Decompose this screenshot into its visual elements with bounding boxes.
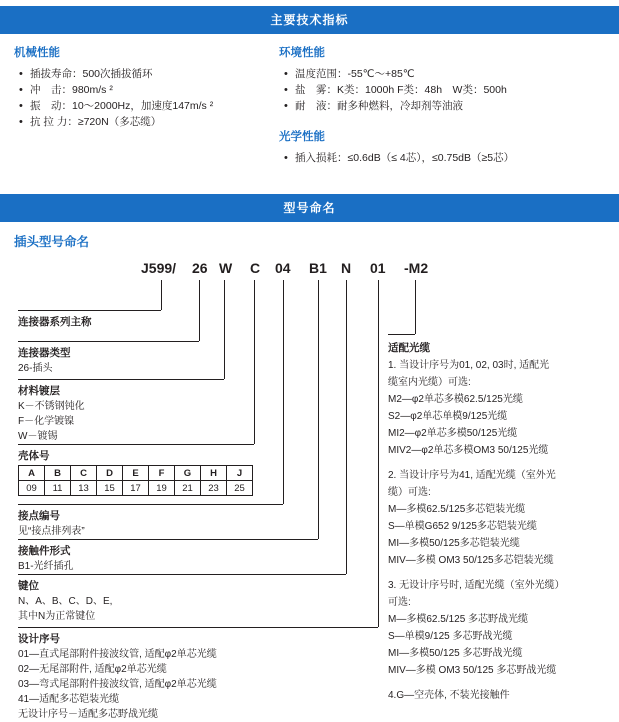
cable-line: MIV—多模 OM3 50/125 多芯野战光缆 — [388, 665, 557, 676]
code-segment-plating: W — [219, 260, 233, 276]
sub-contact-form-0: B1-光纤插孔 — [18, 561, 74, 572]
sub-design-number-1: 02—无尾部附件, 适配φ2单芯光缆 — [18, 664, 167, 675]
sub-design-number-2: 03—弯式尾部附件接波纹管, 适配φ2单芯光缆 — [18, 679, 217, 690]
table-cell: 09 — [19, 481, 45, 496]
table-cell: 13 — [71, 481, 97, 496]
code-segment-contact-form: B1 — [309, 260, 327, 276]
cable-line: MI—多模50/125 多芯野战光缆 — [388, 648, 523, 659]
cable-line: 3. 无设计序号时, 适配光缆（室外光缆） — [388, 580, 565, 591]
table-cell: E — [123, 466, 149, 481]
list-item: • 温度范围：-55℃～+85℃ — [283, 66, 605, 82]
sub-design-number-3: 41—适配多芯铠装光缆 — [18, 694, 120, 705]
shell-number-table — [18, 465, 253, 496]
sub-plating-1: F－化学镀镍 — [18, 416, 75, 427]
section-header-naming: 型号命名 — [0, 194, 619, 222]
leader-line — [18, 627, 378, 628]
leader-line — [18, 539, 318, 540]
cable-line: 缆室内光缆）可选: — [388, 377, 471, 388]
optical-title: 光学性能 — [279, 131, 325, 143]
code-segment-contact-number: 04 — [275, 260, 291, 276]
leader-line — [18, 504, 283, 505]
spacer — [388, 570, 616, 578]
table-cell: G — [175, 466, 201, 481]
label-plating: 材料镀层 — [18, 385, 60, 397]
environmental-list — [283, 66, 605, 114]
list-item: • 插拔寿命：500次插拔循环 — [18, 66, 279, 82]
code-segment-shell: C — [250, 260, 261, 276]
code-segment-key: N — [341, 260, 352, 276]
cable-line: 缆）可选: — [388, 487, 431, 498]
cable-line: MIV2—φ2单芯多模OM3 50/125光缆 — [388, 445, 549, 456]
table-cell: B — [45, 466, 71, 481]
cable-line: M2—φ2单芯多模62.5/125光缆 — [388, 394, 523, 405]
leader-line — [283, 280, 284, 504]
cable-line: M—多模62.5/125多芯铠装光缆 — [388, 504, 526, 515]
cable-spec-column — [388, 340, 616, 705]
mechanical-title: 机械性能 — [14, 47, 60, 59]
table-cell: 23 — [201, 481, 227, 496]
specs-right-column — [279, 44, 605, 166]
list-item: • 冲 击：980m/s ² — [18, 82, 279, 98]
cable-line: M—多模62.5/125 多芯野战光缆 — [388, 614, 529, 625]
cable-line: S—单模9/125 多芯野战光缆 — [388, 631, 513, 642]
table-cell: 15 — [97, 481, 123, 496]
code-segment-cable: -M2 — [404, 260, 429, 276]
leader-line — [224, 280, 225, 379]
cable-line: 2. 当设计序号为41, 适配光缆（室外光 — [388, 470, 556, 481]
sub-key-position-0: N、A、B、C、D、E, — [18, 596, 113, 607]
table-cell: C — [71, 466, 97, 481]
label-contact-number: 接点编号 — [18, 510, 60, 522]
table-cell: F — [149, 466, 175, 481]
cable-line: MI—多模50/125多芯铠装光缆 — [388, 538, 520, 549]
code-segment-design-number: 01 — [370, 260, 386, 276]
leader-line — [18, 379, 224, 380]
part-number-code — [0, 260, 619, 282]
leader-line — [18, 310, 161, 311]
leader-line — [388, 334, 415, 335]
sub-design-number-4: 无设计序号－适配多芯野战光缆 — [18, 709, 158, 720]
cable-line: MIV—多模 OM3 50/125多芯铠装光缆 — [388, 555, 554, 566]
specs-left-column — [14, 44, 279, 166]
cable-line: S—单模G652 9/125多芯铠装光缆 — [388, 521, 537, 532]
label-connector-type: 连接器类型 — [18, 347, 71, 359]
cable-line: 1. 当设计序号为01, 02, 03时, 适配光 — [388, 360, 550, 371]
leader-line — [346, 280, 347, 574]
list-item: • 抗 拉 力：≥720N（多芯缆） — [18, 114, 279, 130]
table-cell: 19 — [149, 481, 175, 496]
naming-subtitle: 插头型号命名 — [14, 235, 90, 249]
optical-list — [283, 150, 605, 166]
table-cell: 21 — [175, 481, 201, 496]
specs-block — [0, 34, 619, 172]
table-cell: H — [201, 466, 227, 481]
list-item: • 盐 雾：K类：1000h F类：48h W类：500h — [283, 82, 605, 98]
datasheet-page — [0, 6, 619, 720]
leader-line — [18, 444, 254, 445]
leader-line — [415, 280, 416, 334]
table-cell: 11 — [45, 481, 71, 496]
label-shell-number: 壳体号 — [18, 450, 50, 462]
mechanical-list — [18, 66, 279, 130]
sub-connector-type-0: 26-插头 — [18, 363, 53, 374]
label-design-number: 设计序号 — [18, 633, 60, 645]
list-item: • 振 动：10～2000Hz，加速度147m/s ² — [18, 98, 279, 114]
leader-line — [199, 280, 200, 341]
part-number-diagram — [0, 254, 619, 720]
spacer — [388, 680, 616, 688]
sub-contact-number-0: 见“接点排列表” — [18, 526, 85, 537]
label-key-position: 键位 — [18, 580, 39, 592]
table-cell: J — [227, 466, 253, 481]
leader-line — [318, 280, 319, 539]
cable-line: S2—φ2单芯单模9/125光缆 — [388, 411, 508, 422]
leader-line — [18, 341, 199, 342]
leader-line — [161, 280, 162, 310]
sub-plating-2: W－镀锡 — [18, 431, 58, 442]
table-cell: 25 — [227, 481, 253, 496]
table-cell: A — [19, 466, 45, 481]
label-contact-form: 接触件形式 — [18, 545, 71, 557]
list-item: • 耐 液：耐多种燃料，冷却剂等油液 — [283, 98, 605, 114]
section-header-specs: 主要技术指标 — [0, 6, 619, 34]
code-segment-type: 26 — [192, 260, 208, 276]
cable-line: MI2—φ2单芯多模50/125光缆 — [388, 428, 518, 439]
sub-plating-0: K－不锈钢钝化 — [18, 401, 85, 412]
sub-key-position-1: 其中N为正常键位 — [18, 611, 96, 622]
table-cell: 17 — [123, 481, 149, 496]
table-row — [19, 481, 253, 496]
list-item: • 插入损耗：≤0.6dB（≤ 4芯），≤0.75dB（≥5芯） — [283, 150, 605, 166]
environmental-title: 环境性能 — [279, 47, 325, 59]
label-series: 连接器系列主称 — [18, 316, 92, 328]
cable-line: 4.G—空壳体, 不装光接触件 — [388, 690, 510, 701]
table-row — [19, 466, 253, 481]
leader-line — [18, 574, 346, 575]
code-segment-series: J599/ — [141, 260, 177, 276]
leader-line — [378, 280, 379, 627]
table-cell: D — [97, 466, 123, 481]
sub-design-number-0: 01—直式尾部附件接波纹管, 适配φ2单芯光缆 — [18, 649, 217, 660]
leader-line — [254, 280, 255, 444]
cable-line: 可选: — [388, 597, 411, 608]
label-cable: 适配光缆 — [388, 342, 430, 354]
spacer — [388, 460, 616, 468]
